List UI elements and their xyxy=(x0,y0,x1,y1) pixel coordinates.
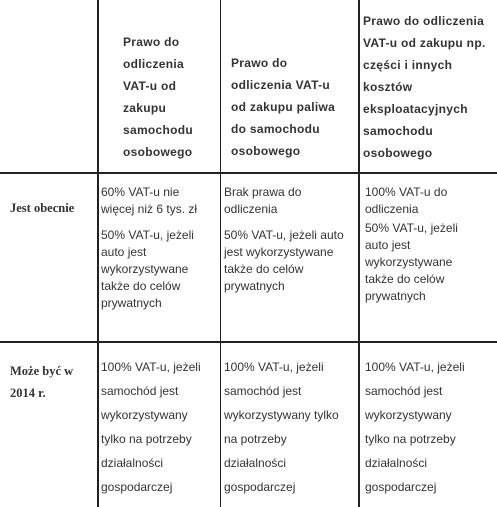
cell-line: Brak prawa do xyxy=(224,185,302,199)
header-line: od zakupu paliwa xyxy=(231,100,336,114)
header-line: kosztów xyxy=(363,80,413,94)
cell-line: 100% VAT-u do xyxy=(365,185,448,199)
cell-line: auto jest xyxy=(365,238,411,252)
cell-line: odliczenia xyxy=(224,202,278,216)
header-line: VAT-u od zakupu np. xyxy=(363,36,486,50)
header-line: części i innych xyxy=(363,58,453,72)
cell-line: działalności xyxy=(365,456,428,470)
cell-line: wykorzystywany xyxy=(365,408,452,422)
header-cell-car-purchase xyxy=(123,31,218,163)
cell-line: prywatnych xyxy=(365,289,426,303)
cell-current-fuel xyxy=(224,184,358,295)
cell-2014-fuel xyxy=(224,355,358,499)
cell-line: działalności xyxy=(224,456,287,470)
header-line: do samochodu xyxy=(231,122,320,136)
cell-line: więcej niż 6 tys. zł xyxy=(101,202,198,216)
cell-line: wykorzystywany xyxy=(101,408,188,422)
cell-line: samochód jest xyxy=(224,384,302,398)
row-label-current: Jest obecnie xyxy=(10,201,75,215)
cell-line: także do celów xyxy=(224,262,304,276)
header-line: Prawo do odliczenia xyxy=(363,14,485,28)
row-divider xyxy=(0,341,497,343)
cell-line: gospodarczej xyxy=(224,480,296,494)
cell-line: auto jest xyxy=(101,245,147,259)
row-label-line: Może być w xyxy=(10,364,74,378)
header-cell-parts-costs xyxy=(363,10,495,164)
cell-line: działalności xyxy=(101,456,164,470)
cell-line: samochód jest xyxy=(101,384,179,398)
header-cell-fuel xyxy=(231,52,356,162)
cell-line: jest wykorzystywane xyxy=(224,245,334,259)
header-line: zakupu xyxy=(123,101,167,115)
row-divider xyxy=(0,172,497,174)
cell-line: gospodarczej xyxy=(101,480,173,494)
cell-line: samochód jest xyxy=(365,384,443,398)
cell-2014-parts-costs xyxy=(365,355,495,499)
header-line: odliczenia xyxy=(123,57,185,71)
header-line: samochodu xyxy=(363,124,434,138)
cell-line: wykorzystywane xyxy=(101,262,189,276)
cell-current-parts-costs xyxy=(365,184,495,305)
cell-line: prywatnych xyxy=(101,296,162,310)
cell-line: tylko na potrzeby xyxy=(101,432,192,446)
cell-2014-car-purchase xyxy=(101,355,219,499)
row-label-line: 2014 r. xyxy=(10,386,46,400)
cell-line: odliczenia xyxy=(365,202,419,216)
cell-line: prywatnych xyxy=(224,279,285,293)
header-line: osobowego xyxy=(231,144,301,158)
header-line: osobowego xyxy=(123,145,193,159)
cell-line: 50% VAT-u, jeżeli xyxy=(365,221,458,235)
cell-line: 60% VAT-u nie xyxy=(101,185,180,199)
header-line: Prawo do xyxy=(231,56,288,70)
header-line: VAT-u od xyxy=(123,79,177,93)
header-line: samochodu xyxy=(123,123,194,137)
header-line: Prawo do xyxy=(123,35,180,49)
cell-line: 100% VAT-u, jeżeli xyxy=(365,360,465,374)
header-line: eksploatacyjnych xyxy=(363,102,468,116)
column-divider xyxy=(358,0,360,507)
cell-line: 100% VAT-u, jeżeli xyxy=(101,360,201,374)
column-divider xyxy=(220,0,221,507)
cell-line: także do celów xyxy=(101,279,181,293)
cell-line: gospodarczej xyxy=(365,480,437,494)
header-line: odliczenia VAT-u xyxy=(231,78,331,92)
cell-line: 100% VAT-u, jeżeli xyxy=(224,360,324,374)
cell-line: tylko na potrzeby xyxy=(365,432,456,446)
cell-line: na potrzeby xyxy=(224,432,287,446)
column-divider xyxy=(97,0,99,507)
header-line: osobowego xyxy=(363,146,433,160)
cell-line: także do celów xyxy=(365,272,445,286)
cell-line: 50% VAT-u, jeżeli xyxy=(101,228,194,242)
cell-line: wykorzystywane xyxy=(365,255,453,269)
cell-line: 50% VAT-u, jeżeli auto xyxy=(224,228,344,242)
cell-line: wykorzystywany tylko xyxy=(224,408,339,422)
row-label-2014 xyxy=(10,360,96,404)
cell-current-car-purchase xyxy=(101,184,219,312)
